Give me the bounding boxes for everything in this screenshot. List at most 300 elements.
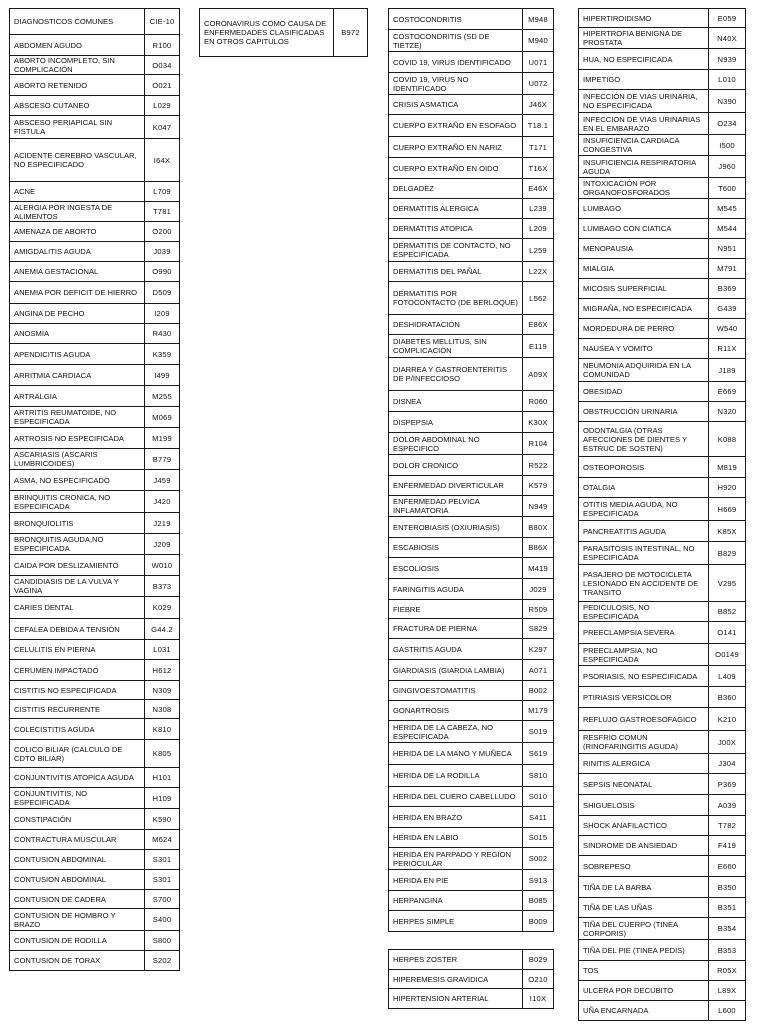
table-row: [389, 989, 554, 1009]
table-row: [579, 402, 746, 422]
diagnosis-name: COVID 19, VIRUS NO IDENTIFICADO: [389, 73, 523, 95]
table-row: [10, 909, 180, 931]
diagnosis-name: PASAJERO DE MOTOCICLETA LESIONADO EN ACCIDENTE DE TRANSITO: [579, 565, 709, 602]
table-row: [579, 498, 746, 521]
diagnosis-name: HERIDA DE LA RODILLA: [389, 765, 523, 787]
icd10-code: S810: [523, 765, 554, 787]
diagnosis-name: ABDOMEN AGUDO: [10, 35, 145, 56]
table-row: [10, 719, 180, 740]
icd10-code: R060: [523, 391, 554, 412]
icd10-code: L029: [145, 96, 180, 116]
table-row: [10, 700, 180, 719]
table-row: [10, 344, 180, 365]
diagnosis-name: ODONTALGIA (OTRAS AFECCIONES DE DIENTES Y ESTRUC DE SOSTEN): [579, 422, 709, 457]
diagnosis-name: ENFERMEDAD PELVICA INFLAMATORIA: [389, 496, 523, 517]
diagnosis-table-column-1: [9, 8, 180, 971]
diagnosis-name: NAUSEA Y VOMITO: [579, 339, 709, 359]
diagnosis-name: HIPEREMESIS GRAVIDICA: [389, 970, 523, 989]
diagnosis-name: HIPERTROFIA BENIGNA DE PROSTATA: [579, 28, 709, 49]
icd10-code: E46X: [523, 179, 554, 199]
diagnosis-rows: [579, 9, 746, 1021]
table-row: [10, 951, 180, 971]
diagnosis-name: ANEMIA POR DEFICIT DE HIERRO: [10, 282, 145, 304]
diagnosis-name: CORONAVIRUS COMO CAUSA DE ENFERMEDADES CLASIFICADAS EN OTROS CAPITULOS: [200, 9, 334, 57]
icd10-code: T600: [709, 178, 746, 199]
table-row: [579, 542, 746, 565]
table-row: [10, 870, 180, 890]
table-row: [389, 579, 554, 600]
icd10-code: E059: [709, 9, 746, 28]
table-row: [579, 731, 746, 754]
icd10-code: R11X: [709, 339, 746, 359]
diagnosis-table-column-4: [578, 8, 746, 1021]
table-row: [579, 521, 746, 542]
table-row: [389, 558, 554, 579]
diagnosis-name: HERIDA DE LA MANO Y MUÑECA: [389, 743, 523, 765]
diagnosis-name: TOS: [579, 961, 709, 981]
table-row: [10, 139, 180, 182]
diagnosis-name: HERIDA DEL CUERO CABELLUDO: [389, 787, 523, 807]
diagnosis-name: ALERGIA POR INGESTA DE ALIMENTOS: [10, 202, 145, 222]
table-row: [579, 382, 746, 402]
icd10-code: B351: [709, 898, 746, 918]
diagnosis-name: GASTRITIS AGUDA: [389, 639, 523, 660]
icd10-code: A039: [709, 795, 746, 816]
diagnosis-name: ABSCESO PERIAPICAL SIN FISTULA: [10, 116, 145, 139]
table-row: [10, 56, 180, 75]
table-row: [579, 422, 746, 457]
table-row: [389, 619, 554, 639]
diagnosis-name: OTITIS MEDIA AGUDA, NO ESPECIFICADA: [579, 498, 709, 521]
diagnosis-name: TIÑA DEL CUERPO (TINEA CORPORIS): [579, 918, 709, 940]
icd10-code: S619: [523, 743, 554, 765]
diagnosis-name: BRINQUITIS CRONICA, NO ESPECIFICADA: [10, 491, 145, 513]
diagnosis-rows: [200, 9, 368, 57]
icd10-code: S301: [145, 850, 180, 870]
diagnosis-name: ANEMIA GESTACIONAL: [10, 262, 145, 282]
table-row: [579, 836, 746, 856]
diagnosis-name: ESCOLIOSIS: [389, 558, 523, 579]
icd10-code: A071: [523, 660, 554, 681]
icd10-code: B86X: [523, 538, 554, 558]
diagnosis-name: INTOXICACIÓN POR ORGANOFOSFORADOS: [579, 178, 709, 199]
diagnosis-name: RESFRIO COMUN (RINOFARINGITIS AGUDA): [579, 731, 709, 754]
icd10-code: L562: [523, 282, 554, 315]
icd10-code: M819: [709, 457, 746, 478]
icd10-code: L010: [709, 70, 746, 90]
table-row: [10, 640, 180, 660]
diagnosis-name: TIÑA DE LA BARBA: [579, 877, 709, 898]
diagnosis-name: HERPANGINA: [389, 891, 523, 911]
diagnosis-name: DOLOR ABDOMINAL NO ESPECIFICO: [389, 433, 523, 455]
icd10-code: K805: [145, 740, 180, 768]
icd10-code: L709: [145, 182, 180, 202]
diagnosis-name: PTIRIASIS VERSICOLOR: [579, 687, 709, 708]
table-row: [579, 299, 746, 319]
diagnosis-name: CUERPO EXTRAÑO EN ESOFAGO: [389, 115, 523, 137]
icd10-code: L22X: [523, 262, 554, 282]
table-row: [389, 315, 554, 335]
icd10-code: R509: [523, 600, 554, 619]
table-row: [579, 178, 746, 199]
diagnosis-name: TIÑA DE LAS UÑAS: [579, 898, 709, 918]
diagnosis-name: OBESIDAD: [579, 382, 709, 402]
diagnosis-name: DERMATITIS ALERGICA: [389, 199, 523, 219]
icd10-code: B085: [523, 891, 554, 911]
icd10-code: S010: [523, 787, 554, 807]
table-row: [579, 28, 746, 49]
diagnosis-name: ARRITMIA CARDIACA: [10, 365, 145, 386]
table-row: [579, 1001, 746, 1021]
diagnosis-name: BRONQUIOLITIS: [10, 513, 145, 534]
diagnosis-name: RINITIS ALERGICA: [579, 754, 709, 774]
diagnosis-name: CONTUSION DE HOMBRO Y BRAZO: [10, 909, 145, 931]
table-row: [389, 158, 554, 179]
icd10-code: P369: [709, 774, 746, 795]
table-row: [579, 940, 746, 961]
diagnosis-name: HERIDA EN LABIO: [389, 828, 523, 848]
diagnosis-name: HERIDA EN PIE: [389, 870, 523, 891]
icd10-code: R522: [523, 455, 554, 476]
table-row: [579, 644, 746, 666]
icd10-code: B369: [709, 279, 746, 299]
icd10-code: B002: [523, 681, 554, 701]
icd10-code: G439: [709, 299, 746, 319]
table-row: [389, 219, 554, 239]
diagnosis-name: MIGRAÑA, NO ESPECIFICADA: [579, 299, 709, 319]
icd10-code: L409: [709, 666, 746, 687]
table-row: [579, 774, 746, 795]
icd10-code: B852: [709, 602, 746, 622]
table-row: [10, 324, 180, 344]
icd10-code: B350: [709, 877, 746, 898]
icd10-code: T781: [145, 202, 180, 222]
table-row: [579, 49, 746, 70]
table-row: [579, 319, 746, 339]
icd10-code: H109: [145, 788, 180, 809]
diagnosis-name: HERPES SIMPLE: [389, 911, 523, 932]
icd10-code: M940: [523, 30, 554, 52]
diagnosis-name: HUA, NO ESPECIFICADA: [579, 49, 709, 70]
table-row: [579, 961, 746, 981]
diagnosis-name: CONTUSION ABDOMINAL: [10, 850, 145, 870]
table-row: [389, 701, 554, 721]
table-row: [579, 816, 746, 836]
table-row: [10, 262, 180, 282]
icd10-code: M948: [523, 9, 554, 30]
diagnosis-name: PREECLAMPSIA, NO ESPECIFICADA: [579, 644, 709, 666]
icd10-code: H920: [709, 478, 746, 498]
diagnosis-name: ABORTO INCOMPLETO, SIN COMPLICACIÓN: [10, 56, 145, 75]
icd10-code: U072: [523, 73, 554, 95]
icd10-code: O0149: [709, 644, 746, 666]
icd10-code: I499: [145, 365, 180, 386]
icd10-code: B353: [709, 940, 746, 961]
diagnosis-name: HIPERTENSION ARTERIAL: [389, 989, 523, 1009]
diagnosis-name: INFECCIÓN DE VIAS URINARIA, NO ESPECIFICADA: [579, 90, 709, 113]
diagnosis-name: FARINGITIS AGUDA: [389, 579, 523, 600]
table-row: [579, 135, 746, 156]
icd10-code: B354: [709, 918, 746, 940]
table-row: [10, 304, 180, 324]
icd10-code: M624: [145, 830, 180, 850]
table-row: [10, 513, 180, 534]
diagnosis-name: NEUMONIA ADQUIRIDA EN LA COMUNIDAD: [579, 359, 709, 382]
table-row: [579, 219, 746, 239]
diagnosis-name: CISTITIS RECURRENTE: [10, 700, 145, 719]
diagnosis-name: COLECISTITIS AGUDA: [10, 719, 145, 740]
table-row: [389, 282, 554, 315]
diagnosis-rows: [389, 9, 554, 932]
icd10-code: T782: [709, 816, 746, 836]
diagnosis-name: OSTEOPOROSIS: [579, 457, 709, 478]
icd10-code: R100: [145, 35, 180, 56]
table-row: [389, 787, 554, 807]
table-row: [10, 182, 180, 202]
icd10-code: E660: [709, 856, 746, 877]
diagnosis-rows: [10, 9, 180, 971]
diagnosis-name: ARTRALGIA: [10, 386, 145, 407]
table-row: [10, 365, 180, 386]
diagnosis-name: DISNEA: [389, 391, 523, 412]
diagnosis-name: CONTRACTURA MUSCULAR: [10, 830, 145, 850]
table-row: [389, 262, 554, 282]
diagnosis-name: ARTRITIS REUMATOIDE, NO ESPECIFICADA: [10, 407, 145, 428]
diagnosis-table-column-3: [388, 8, 554, 932]
table-row: [10, 740, 180, 768]
icd10-code: L209: [523, 219, 554, 239]
table-row: [10, 681, 180, 700]
table-row: [579, 795, 746, 816]
diagnosis-name: PANCREATITIS AGUDA: [579, 521, 709, 542]
diagnosis-name: ACIDENTE CEREBRO VASCULAR, NO ESPECIFICADO: [10, 139, 145, 182]
icd10-code: K029: [145, 597, 180, 619]
diagnosis-name: LUMBAGO CON CIATICA: [579, 219, 709, 239]
table-row: [389, 911, 554, 932]
icd10-code: S913: [523, 870, 554, 891]
table-row: [389, 335, 554, 358]
table-row: [389, 179, 554, 199]
icd10-code: T16X: [523, 158, 554, 179]
table-row: [200, 9, 368, 57]
diagnosis-name: CONSTIPACIÓN: [10, 809, 145, 830]
table-row: [10, 449, 180, 470]
table-row: [389, 52, 554, 73]
table-row: [389, 538, 554, 558]
icd10-code: O234: [709, 113, 746, 135]
icd10-code: O141: [709, 622, 746, 644]
diagnosis-name: AMENAZA DE ABORTO: [10, 222, 145, 242]
diagnosis-name: HERIDA EN PARPADO Y REGION PERIOCULAR: [389, 848, 523, 870]
diagnosis-name: CONJUNTIVITIS ATOPICA AGUDA: [10, 768, 145, 788]
table-row: [389, 891, 554, 911]
icd10-code: J039: [145, 242, 180, 262]
icd10-code: N308: [145, 700, 180, 719]
icd10-code: O210: [523, 970, 554, 989]
table-row: [579, 478, 746, 498]
table-row: [10, 768, 180, 788]
icd10-code: M179: [523, 701, 554, 721]
icd10-code: J459: [145, 470, 180, 491]
diagnosis-name: SEPSIS NEONATAL: [579, 774, 709, 795]
table-row: [10, 242, 180, 262]
table-row: [579, 239, 746, 259]
table-row: [10, 788, 180, 809]
icd10-code: M544: [709, 219, 746, 239]
icd10-code: B80X: [523, 517, 554, 538]
diagnosis-name: HERIDA DE LA CABEZA, NO ESPECIFICADA: [389, 721, 523, 743]
table-row: [389, 743, 554, 765]
table-row: [389, 137, 554, 158]
icd10-code: R104: [523, 433, 554, 455]
icd10-code: J420: [145, 491, 180, 513]
diagnosis-name: COVID 19, VIRUS IDENTIFICADO: [389, 52, 523, 73]
icd10-code: T171: [523, 137, 554, 158]
diagnosis-name: CONTUSION DE RODILLA: [10, 931, 145, 951]
icd10-code: B360: [709, 687, 746, 708]
icd10-code: U071: [523, 52, 554, 73]
icd10-code: T18.1: [523, 115, 554, 137]
diagnosis-name: PEDICULOSIS, NO ESPECIFICADA: [579, 602, 709, 622]
table-row: [579, 565, 746, 602]
diagnosis-name: ABSCESO CUTANEO: [10, 96, 145, 116]
icd10-code: F419: [709, 836, 746, 856]
icd10-code: K088: [709, 422, 746, 457]
diagnosis-name: GIARDIASIS (GIARDIA LAMBIA): [389, 660, 523, 681]
icd10-code: D509: [145, 282, 180, 304]
table-row: [10, 576, 180, 597]
diagnosis-name: SHIGUELOSIS: [579, 795, 709, 816]
table-row: [389, 848, 554, 870]
table-row: [10, 850, 180, 870]
table-row: [579, 602, 746, 622]
table-row: [10, 282, 180, 304]
icd10-code: S019: [523, 721, 554, 743]
table-row: [389, 496, 554, 517]
diagnosis-name: ENTEROBIASIS (OXIURIASIS): [389, 517, 523, 538]
table-row: [10, 35, 180, 56]
diagnosis-name: CUERPO EXTRAÑO EN OIDO: [389, 158, 523, 179]
icd10-code: J46X: [523, 95, 554, 115]
table-row: [10, 470, 180, 491]
icd10-code: B029: [523, 950, 554, 970]
icd10-code: V295: [709, 565, 746, 602]
diagnosis-name: CEFALEA DEBIDA A TENSIÓN: [10, 619, 145, 640]
icd10-code: I10X: [523, 989, 554, 1009]
icd10-code: M545: [709, 199, 746, 219]
diagnosis-name: MORDEDURA DE PERRO: [579, 319, 709, 339]
icd10-code: W010: [145, 555, 180, 576]
table-row: [10, 830, 180, 850]
diagnosis-name: REFLUJO GASTROESOFAGICO: [579, 708, 709, 731]
diagnosis-name: INSUFICIENCIA RESPIRATORIA AGUDA: [579, 156, 709, 178]
table-row: [10, 555, 180, 576]
table-row: [389, 199, 554, 219]
diagnosis-name: CAIDA POR DESLIZAMIENTO: [10, 555, 145, 576]
icd10-code: S700: [145, 890, 180, 909]
diagnosis-name: GINGIVOESTOMATITIS: [389, 681, 523, 701]
table-row: [10, 407, 180, 428]
table-row: [10, 491, 180, 513]
diagnosis-name: GONARTROSIS: [389, 701, 523, 721]
diagnosis-name: ARTROSIS NO ESPECIFICADA: [10, 428, 145, 449]
table-row: [579, 856, 746, 877]
table-row: [579, 622, 746, 644]
icd10-code: B373: [145, 576, 180, 597]
diagnosis-name: COSTOCONDRITIS (SD DE TIETZE): [389, 30, 523, 52]
diagnosis-name: ANOSMIA: [10, 324, 145, 344]
icd10-code: I64X: [145, 139, 180, 182]
icd10-code: K30X: [523, 412, 554, 433]
icd10-code: O200: [145, 222, 180, 242]
icd10-code: G44.2: [145, 619, 180, 640]
diagnosis-name: ASCARIASIS (ASCARIS LUMBRICOIDES): [10, 449, 145, 470]
icd10-code: E86X: [523, 315, 554, 335]
icd10-code: K047: [145, 116, 180, 139]
diagnosis-name: UÑA ENCARNADA: [579, 1001, 709, 1021]
icd10-code: S411: [523, 807, 554, 828]
icd10-code: L600: [709, 1001, 746, 1021]
table-row: [10, 222, 180, 242]
table-row: [579, 981, 746, 1001]
icd10-code: J189: [709, 359, 746, 382]
diagnosis-name: CISTITIS NO ESPECIFICADA: [10, 681, 145, 700]
table-row: [10, 202, 180, 222]
diagnosis-name: CUERPO EXTRAÑO EN NARIZ: [389, 137, 523, 158]
icd10-code: I209: [145, 304, 180, 324]
icd10-code: N390: [709, 90, 746, 113]
icd10-code: B009: [523, 911, 554, 932]
table-row: [579, 898, 746, 918]
header-diagnosis-label: DIAGNOSTICOS COMUNES: [10, 9, 145, 35]
table-row: [10, 809, 180, 830]
diagnosis-name: DISPEPSIA: [389, 412, 523, 433]
icd10-code: H669: [709, 498, 746, 521]
icd10-code: O034: [145, 56, 180, 75]
diagnosis-name: MENOPAUSIA: [579, 239, 709, 259]
icd10-code: M199: [145, 428, 180, 449]
table-row: [389, 73, 554, 95]
table-row: [389, 807, 554, 828]
icd10-code: S002: [523, 848, 554, 870]
table-row: [579, 359, 746, 382]
table-row: [10, 660, 180, 681]
table-row: [579, 90, 746, 113]
diagnosis-name: INSUFICIENCIA CARDIACA CONGESTIVA: [579, 135, 709, 156]
diagnosis-name: HIPERTIROIDISMO: [579, 9, 709, 28]
icd10-code: N949: [523, 496, 554, 517]
icd10-code: A09X: [523, 358, 554, 391]
table-row: [389, 412, 554, 433]
icd10-code: M791: [709, 259, 746, 279]
diagnosis-name: MIALGIA: [579, 259, 709, 279]
icd10-code: O021: [145, 75, 180, 96]
diagnosis-name: CERUMEN IMPACTADO: [10, 660, 145, 681]
diagnosis-name: OBSTRUCCIÓN URINARIA: [579, 402, 709, 422]
table-row: [10, 116, 180, 139]
table-row: [579, 113, 746, 135]
table-row: [10, 931, 180, 951]
table-row: [10, 890, 180, 909]
table-row: [579, 877, 746, 898]
table-row: [10, 619, 180, 640]
icd10-code: R430: [145, 324, 180, 344]
icd10-code: K359: [145, 344, 180, 365]
icd10-code: I500: [709, 135, 746, 156]
table-row: [389, 30, 554, 52]
icd10-code: W540: [709, 319, 746, 339]
icd10-code: N40X: [709, 28, 746, 49]
